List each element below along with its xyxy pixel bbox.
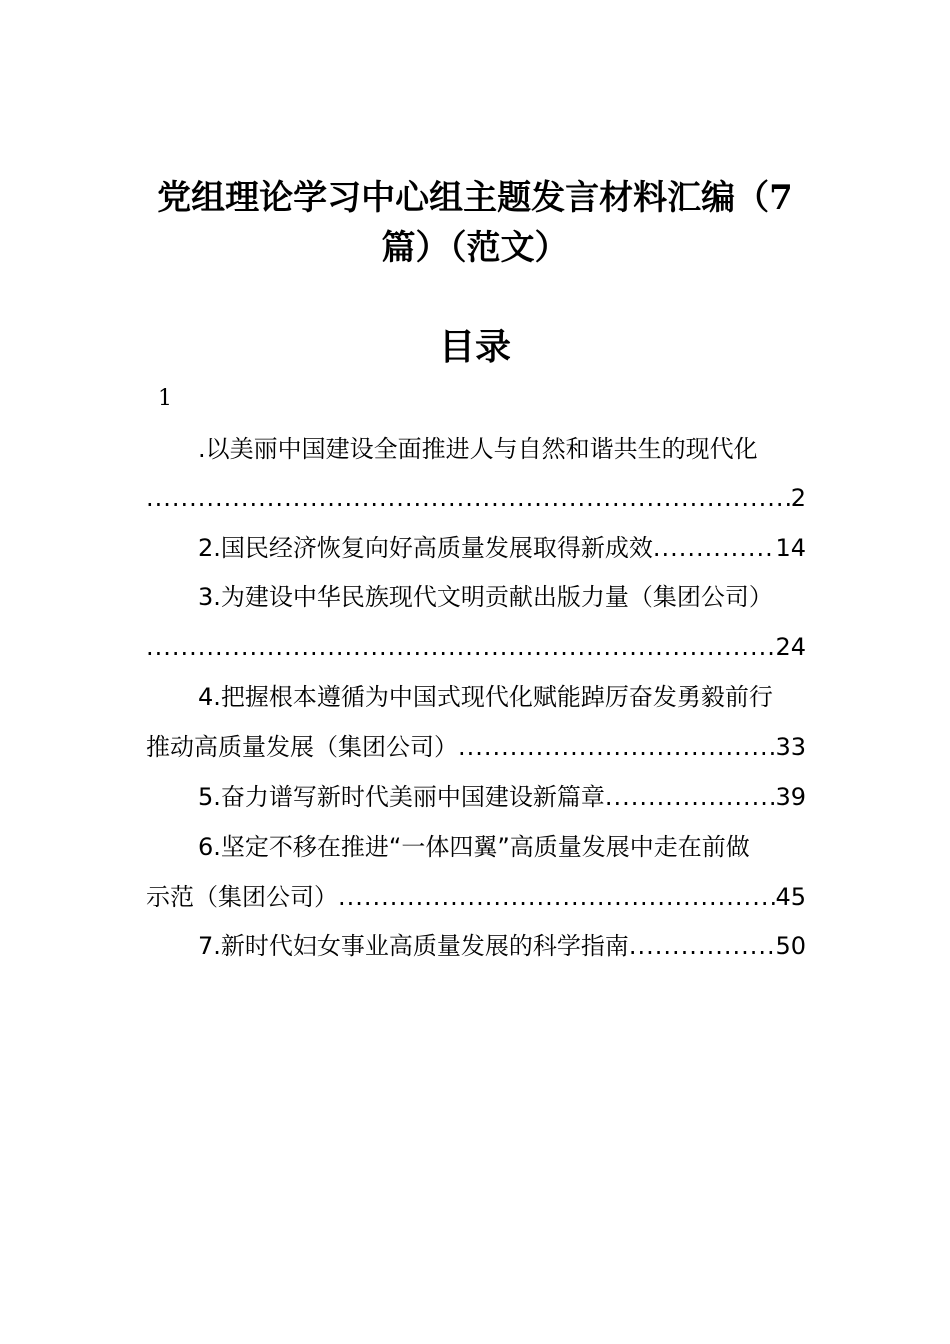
toc-entry-title: 5.奋力谱写新时代美丽中国建设新篇章 bbox=[198, 783, 605, 811]
toc-entry-title-continued: 示范（集团公司） bbox=[146, 883, 338, 911]
dot-leader bbox=[146, 473, 791, 523]
dot-leader bbox=[458, 722, 775, 772]
toc-entry-title: 4.把握根本遵循为中国式现代化赋能踔厉奋发勇毅前行 bbox=[198, 683, 773, 711]
document-title-line-1: 党组理论学习中心组主题发言材料汇编（7 bbox=[157, 178, 793, 218]
toc-entry-page: 50 bbox=[775, 932, 806, 960]
toc-entry-page: 45 bbox=[775, 883, 806, 911]
dot-leader bbox=[629, 921, 776, 971]
document-title-line-2: 篇）（范文） bbox=[381, 228, 569, 268]
toc-entry-page: 39 bbox=[775, 783, 806, 811]
toc-entry-page: 24 bbox=[775, 633, 806, 661]
toc-entry-6-line-2[interactable] bbox=[146, 872, 806, 922]
dot-leader bbox=[653, 523, 776, 573]
toc-entry-4-line-1[interactable] bbox=[146, 672, 806, 722]
toc-entry-1-text[interactable] bbox=[146, 424, 806, 474]
toc-entry-title: 7.新时代妇女事业高质量发展的科学指南 bbox=[198, 932, 629, 960]
toc-entry-2[interactable] bbox=[146, 523, 806, 573]
toc-entry-4-line-2[interactable] bbox=[146, 722, 806, 772]
toc-entry-3-text[interactable] bbox=[146, 572, 806, 622]
toc-entry-title: 3.为建设中华民族现代文明贡献出版力量（集团公司） bbox=[198, 583, 773, 611]
toc-entry-1-leader[interactable] bbox=[146, 473, 806, 523]
dot-leader bbox=[338, 872, 775, 922]
toc-entry-title: 2.国民经济恢复向好高质量发展取得新成效 bbox=[198, 534, 653, 562]
list-number: 1 bbox=[158, 386, 172, 411]
toc-entry-5[interactable] bbox=[146, 772, 806, 822]
toc-entry-title: 6.坚定不移在推进“一体四翼”高质量发展中走在前做 bbox=[198, 833, 750, 861]
toc-entry-title: .以美丽中国建设全面推进人与自然和谐共生的现代化 bbox=[198, 435, 758, 463]
dot-leader bbox=[146, 622, 775, 672]
toc-entry-7[interactable] bbox=[146, 921, 806, 971]
toc-entry-page: 14 bbox=[775, 534, 806, 562]
toc-entry-page: 2 bbox=[790, 484, 806, 512]
toc-entry-title-continued: 推动高质量发展（集团公司） bbox=[146, 733, 458, 761]
toc-heading: 目录 bbox=[438, 326, 511, 368]
dot-leader bbox=[605, 772, 776, 822]
toc-entry-6-line-1[interactable] bbox=[146, 822, 806, 872]
toc-entry-3-leader[interactable] bbox=[146, 622, 806, 672]
toc-entry-page: 33 bbox=[775, 733, 806, 761]
